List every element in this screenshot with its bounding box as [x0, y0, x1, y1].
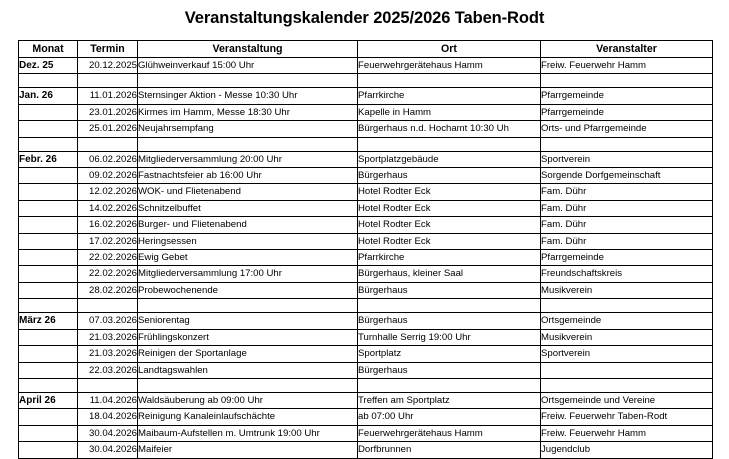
table-row: [19, 58, 713, 74]
cell-ort: Hotel Rodter Eck: [358, 184, 541, 200]
cell-monat: Febr. 26: [19, 151, 78, 167]
cell-monat: [19, 282, 78, 298]
table-spacer-row: [19, 299, 713, 313]
cell-ort: Bürgerhaus: [358, 362, 541, 378]
cell-termin: 22.02.2026: [78, 250, 138, 266]
cell-veranstaltung: Seniorentag: [138, 313, 358, 329]
cell-veranstalter: Musikverein: [541, 282, 713, 298]
column-header-termin: Termin: [78, 41, 138, 58]
cell-termin: [78, 74, 138, 88]
cell-veranstalter: Freiw. Feuerwehr Taben-Rodt: [541, 409, 713, 425]
cell-veranstalter: Freundschaftskreis: [541, 266, 713, 282]
cell-monat: [19, 104, 78, 120]
table-row: [19, 200, 713, 216]
cell-ort: [358, 137, 541, 151]
cell-monat: [19, 184, 78, 200]
cell-ort: Dorfbrunnen: [358, 442, 541, 458]
cell-termin: 22.02.2026: [78, 266, 138, 282]
table-row: [19, 346, 713, 362]
cell-monat: Dez. 25: [19, 58, 78, 74]
cell-veranstalter: [541, 378, 713, 392]
cell-monat: [19, 266, 78, 282]
table-row: [19, 329, 713, 345]
cell-veranstaltung: Glühweinverkauf 15:00 Uhr: [138, 58, 358, 74]
cell-veranstalter: [541, 299, 713, 313]
cell-veranstalter: Freiw. Feuerwehr Hamm: [541, 58, 713, 74]
cell-veranstaltung: Maibaum-Aufstellen m. Umtrunk 19:00 Uhr: [138, 425, 358, 441]
cell-veranstalter: Ortsgemeinde: [541, 313, 713, 329]
table-row: [19, 409, 713, 425]
table-row: [19, 88, 713, 104]
table-row: [19, 168, 713, 184]
cell-veranstalter: Sportverein: [541, 346, 713, 362]
cell-ort: Kapelle in Hamm: [358, 104, 541, 120]
cell-ort: Bürgerhaus, kleiner Saal: [358, 266, 541, 282]
cell-veranstaltung: Reinigung Kanaleinlaufschächte: [138, 409, 358, 425]
cell-veranstalter: Pfarrgemeinde: [541, 88, 713, 104]
cell-termin: 28.02.2026: [78, 282, 138, 298]
cell-veranstaltung: Sternsinger Aktion - Messe 10:30 Uhr: [138, 88, 358, 104]
table-row: [19, 442, 713, 458]
cell-ort: Feuerwehrgerätehaus Hamm: [358, 58, 541, 74]
cell-monat: Jan. 26: [19, 88, 78, 104]
cell-ort: Sportplatz: [358, 346, 541, 362]
cell-veranstaltung: Probewochenende: [138, 282, 358, 298]
cell-veranstaltung: Waldsäuberung ab 09:00 Uhr: [138, 392, 358, 408]
column-header-ort: Ort: [358, 41, 541, 58]
cell-ort: [358, 299, 541, 313]
cell-ort: Turnhalle Serrig 19:00 Uhr: [358, 329, 541, 345]
cell-termin: 16.02.2026: [78, 217, 138, 233]
cell-ort: Pfarrkirche: [358, 88, 541, 104]
table-spacer-row: [19, 137, 713, 151]
cell-termin: 30.04.2026: [78, 425, 138, 441]
cell-monat: [19, 200, 78, 216]
cell-veranstaltung: Kirmes im Hamm, Messe 18:30 Uhr: [138, 104, 358, 120]
cell-veranstaltung: Schnitzelbuffet: [138, 200, 358, 216]
cell-monat: [19, 346, 78, 362]
cell-veranstalter: Orts- und Pfarrgemeinde: [541, 121, 713, 137]
cell-monat: [19, 362, 78, 378]
cell-termin: 11.04.2026: [78, 392, 138, 408]
cell-ort: Bürgerhaus n.d. Hochamt 10:30 Uh: [358, 121, 541, 137]
cell-veranstalter: Fam. Dühr: [541, 200, 713, 216]
cell-termin: [78, 137, 138, 151]
cell-termin: 14.02.2026: [78, 200, 138, 216]
cell-monat: [19, 409, 78, 425]
cell-termin: 21.03.2026: [78, 329, 138, 345]
column-header-veranstaltung: Veranstaltung: [138, 41, 358, 58]
table-row: [19, 151, 713, 167]
table-row: [19, 392, 713, 408]
page-title: Veranstaltungskalender 2025/2026 Taben-Rodt: [184, 9, 545, 27]
cell-veranstaltung: Mitgliederversammlung 20:00 Uhr: [138, 151, 358, 167]
cell-veranstalter: [541, 362, 713, 378]
table-row: [19, 425, 713, 441]
cell-termin: 25.01.2026: [78, 121, 138, 137]
table-body: [19, 58, 713, 459]
cell-veranstaltung: Neujahrsempfang: [138, 121, 358, 137]
cell-veranstaltung: Mitgliederversammlung 17:00 Uhr: [138, 266, 358, 282]
cell-ort: Feuerwehrgerätehaus Hamm: [358, 425, 541, 441]
column-header-monat: Monat: [19, 41, 78, 58]
cell-monat: [19, 121, 78, 137]
cell-veranstalter: Sportverein: [541, 151, 713, 167]
cell-veranstalter: Jugendclub: [541, 442, 713, 458]
cell-veranstalter: Freiw. Feuerwehr Hamm: [541, 425, 713, 441]
cell-veranstalter: Fam. Dühr: [541, 217, 713, 233]
cell-veranstaltung: Landtagswahlen: [138, 362, 358, 378]
cell-monat: [19, 442, 78, 458]
table-header-row: [19, 41, 713, 58]
cell-termin: 30.04.2026: [78, 442, 138, 458]
cell-ort: Hotel Rodter Eck: [358, 200, 541, 216]
cell-monat: [19, 329, 78, 345]
cell-veranstaltung: [138, 299, 358, 313]
cell-termin: 11.01.2026: [78, 88, 138, 104]
cell-veranstaltung: Ewig Gebet: [138, 250, 358, 266]
table-row: [19, 313, 713, 329]
cell-veranstalter: Fam. Dühr: [541, 184, 713, 200]
column-header-veranstalter: Veranstalter: [541, 41, 713, 58]
cell-veranstalter: Musikverein: [541, 329, 713, 345]
table-row: [19, 121, 713, 137]
cell-ort: Hotel Rodter Eck: [358, 217, 541, 233]
table-row: [19, 282, 713, 298]
cell-veranstaltung: Heringsessen: [138, 233, 358, 249]
table-header: [19, 41, 713, 58]
cell-veranstaltung: Fastnachtsfeier ab 16:00 Uhr: [138, 168, 358, 184]
cell-monat: [19, 378, 78, 392]
cell-ort: Sportplatzgebäude: [358, 151, 541, 167]
cell-ort: Bürgerhaus: [358, 168, 541, 184]
cell-monat: [19, 425, 78, 441]
cell-ort: Pfarrkirche: [358, 250, 541, 266]
cell-ort: Bürgerhaus: [358, 282, 541, 298]
cell-monat: [19, 168, 78, 184]
cell-monat: [19, 74, 78, 88]
cell-termin: 07.03.2026: [78, 313, 138, 329]
cell-monat: [19, 250, 78, 266]
cell-termin: 06.02.2026: [78, 151, 138, 167]
cell-ort: Bürgerhaus: [358, 313, 541, 329]
cell-termin: 12.02.2026: [78, 184, 138, 200]
cell-termin: 17.02.2026: [78, 233, 138, 249]
cell-termin: 23.01.2026: [78, 104, 138, 120]
cell-ort: Hotel Rodter Eck: [358, 233, 541, 249]
cell-monat: [19, 299, 78, 313]
table-row: [19, 217, 713, 233]
cell-termin: 22.03.2026: [78, 362, 138, 378]
table-row: [19, 250, 713, 266]
cell-veranstaltung: [138, 378, 358, 392]
cell-veranstalter: Pfarrgemeinde: [541, 104, 713, 120]
cell-veranstaltung: Burger- und Flietenabend: [138, 217, 358, 233]
cell-termin: 18.04.2026: [78, 409, 138, 425]
cell-veranstalter: Fam. Dühr: [541, 233, 713, 249]
cell-veranstalter: [541, 74, 713, 88]
cell-veranstalter: Ortsgemeinde und Vereine: [541, 392, 713, 408]
cell-monat: [19, 137, 78, 151]
table-row: [19, 233, 713, 249]
cell-veranstalter: [541, 137, 713, 151]
cell-termin: [78, 378, 138, 392]
cell-termin: [78, 299, 138, 313]
cell-veranstaltung: [138, 74, 358, 88]
table-row: [19, 104, 713, 120]
cell-veranstalter: Sorgende Dorfgemeinschaft: [541, 168, 713, 184]
cell-ort: ab 07:00 Uhr: [358, 409, 541, 425]
table-row: [19, 266, 713, 282]
cell-monat: [19, 233, 78, 249]
cell-veranstaltung: WOK- und Flietenabend: [138, 184, 358, 200]
cell-monat: März 26: [19, 313, 78, 329]
cell-veranstaltung: [138, 137, 358, 151]
calendar-table-container: [18, 40, 712, 459]
cell-veranstaltung: Maifeier: [138, 442, 358, 458]
cell-ort: [358, 378, 541, 392]
cell-veranstalter: Pfarrgemeinde: [541, 250, 713, 266]
table-spacer-row: [19, 378, 713, 392]
cell-veranstaltung: Frühlingskonzert: [138, 329, 358, 345]
cell-termin: 20.12.2025: [78, 58, 138, 74]
cell-termin: 21.03.2026: [78, 346, 138, 362]
cell-veranstaltung: Reinigen der Sportanlage: [138, 346, 358, 362]
cell-termin: 09.02.2026: [78, 168, 138, 184]
table-row: [19, 184, 713, 200]
events-table: [18, 40, 713, 459]
cell-monat: April 26: [19, 392, 78, 408]
cell-monat: [19, 217, 78, 233]
cell-ort: [358, 74, 541, 88]
cell-ort: Treffen am Sportplatz: [358, 392, 541, 408]
table-row: [19, 362, 713, 378]
table-spacer-row: [19, 74, 713, 88]
